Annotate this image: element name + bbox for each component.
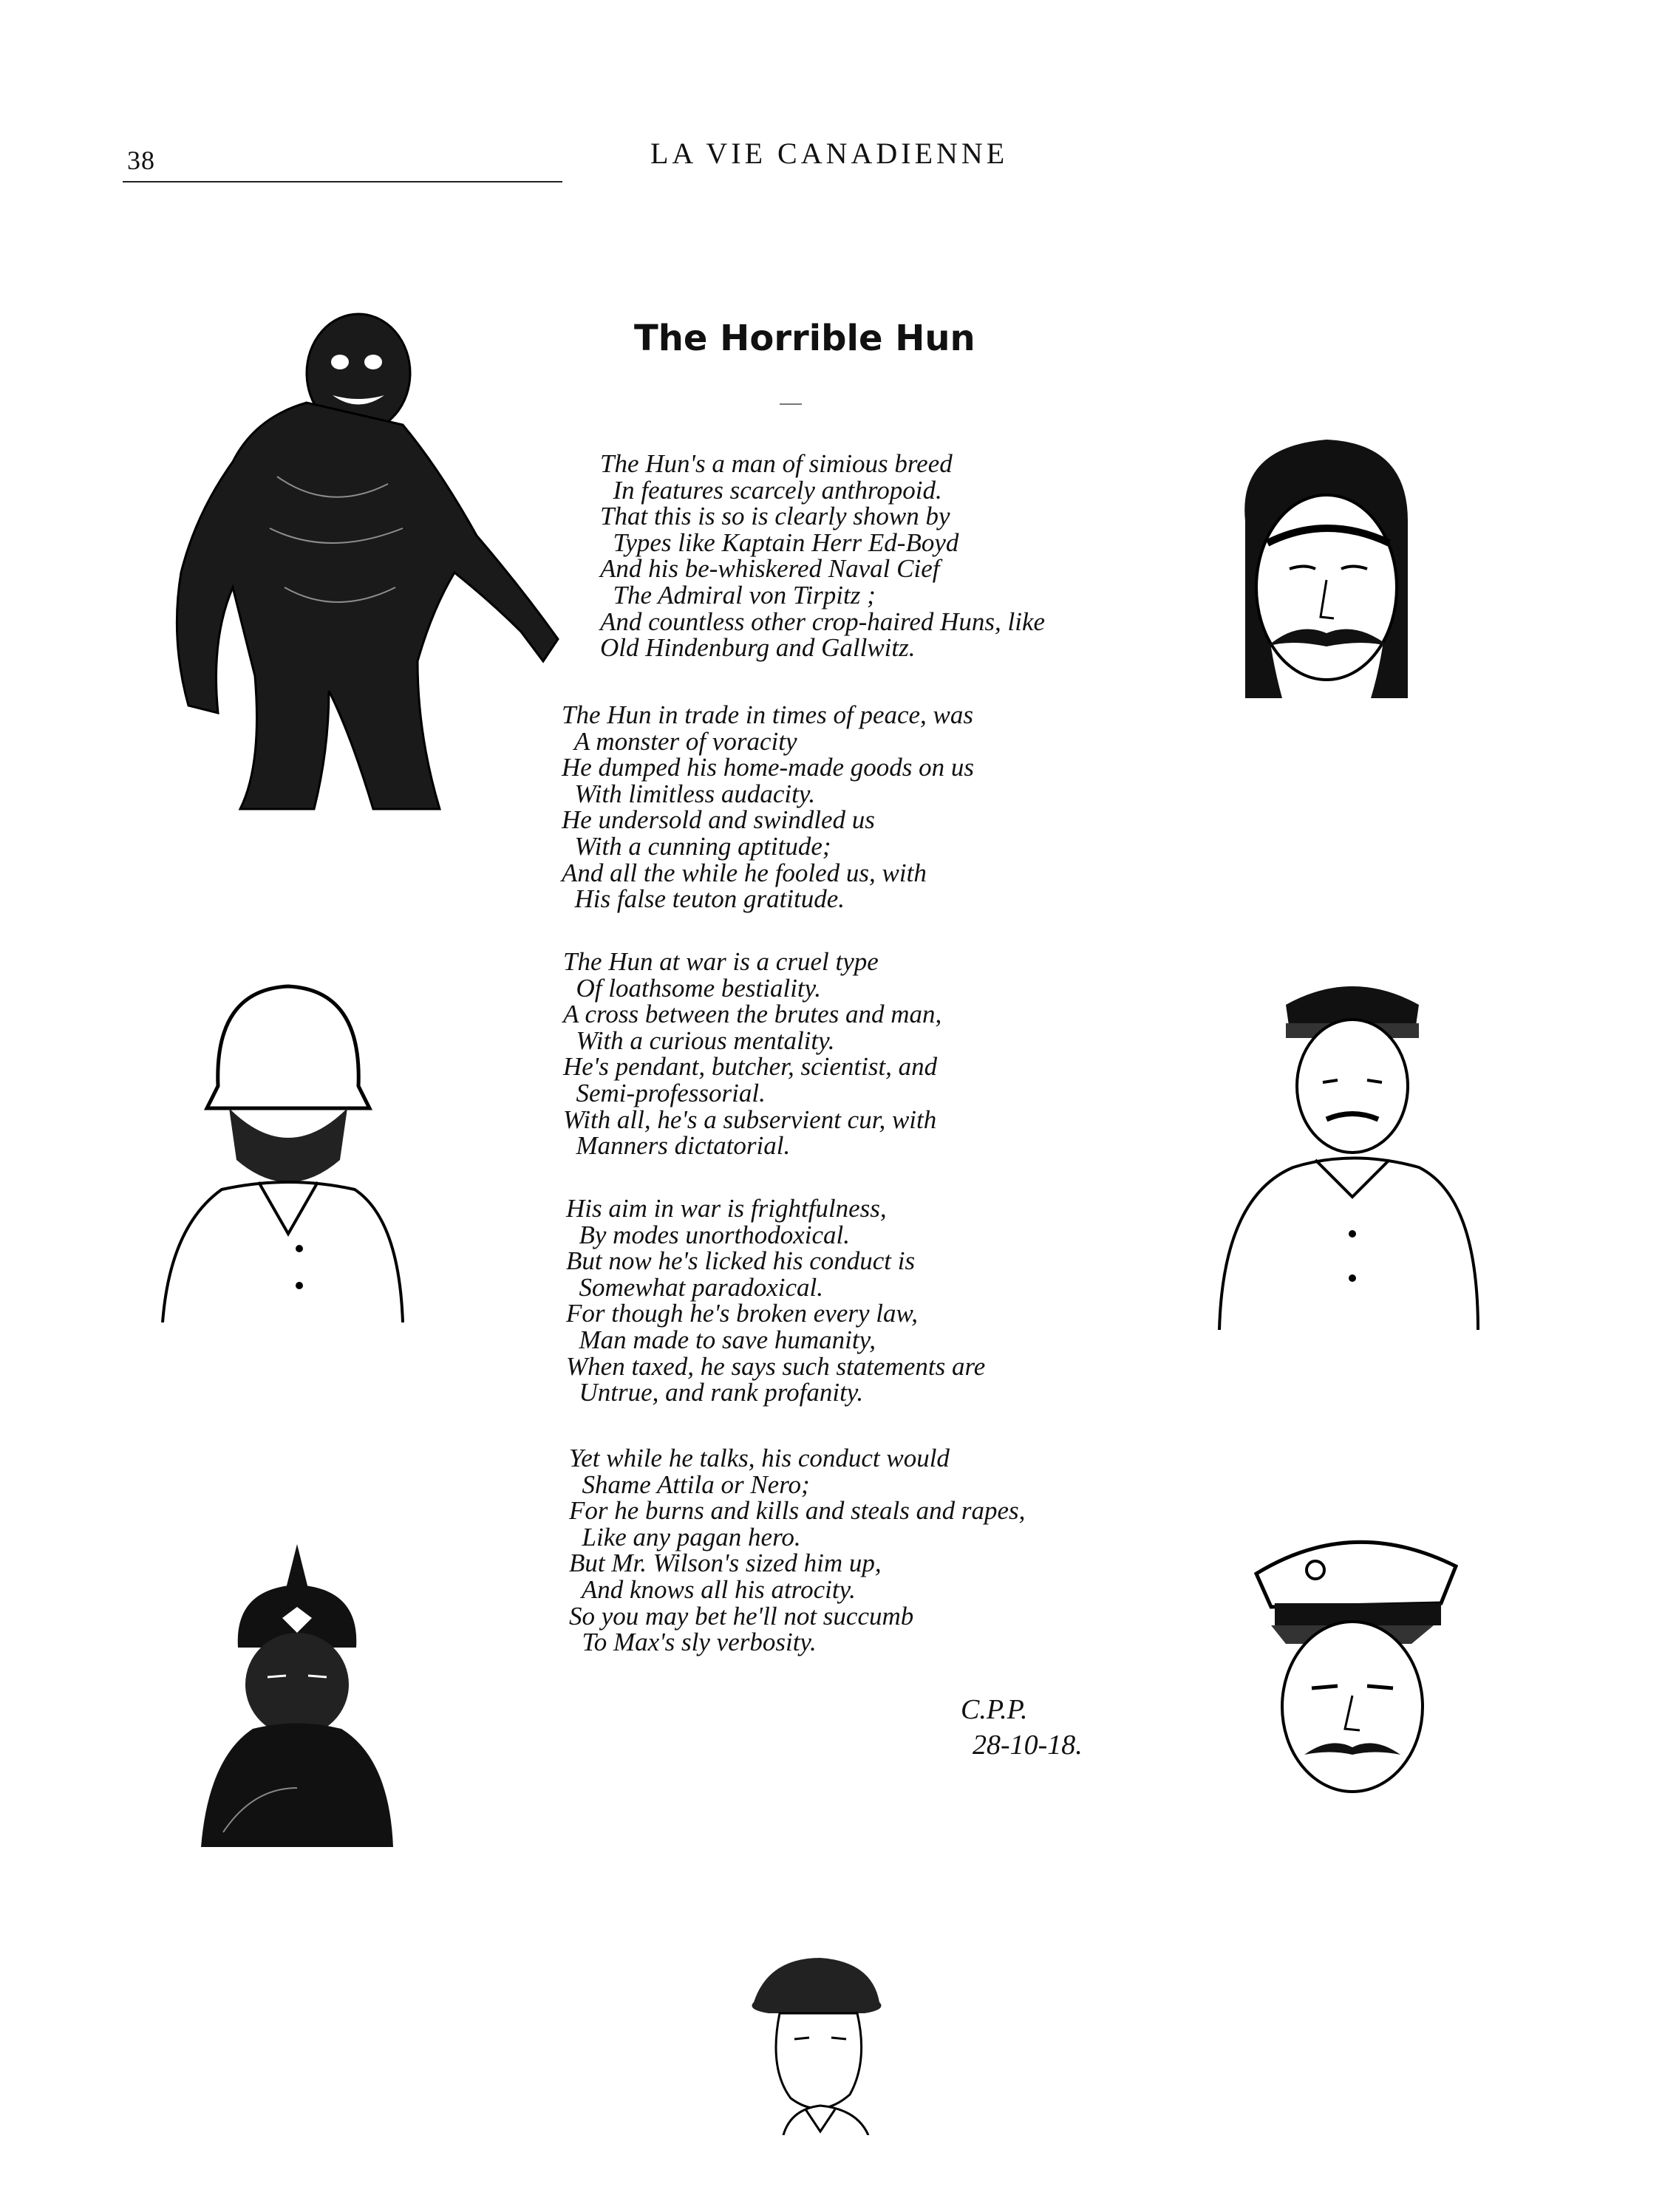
title-divider <box>780 403 802 405</box>
hatted-man-portrait <box>739 1950 894 2135</box>
mustached-man-portrait <box>1223 432 1423 702</box>
stanza-2: The Hun in trade in times of peace, was A monster of voracity He dumped his home-made goods on us With limitless audacity. He undersold and swindled us With a cunning aptitude; And all the while he fooled us, with His false teuton gratitude. <box>562 700 974 914</box>
ape-illustration <box>107 292 595 820</box>
capped-soldier-illustration <box>1205 953 1493 1330</box>
header-rule <box>123 181 562 182</box>
stanza-1: The Hun's a man of simious breed In features scarcely anthropoid. That this is so is clearly shown by Types like Kaptain Herr Ed-Boyd And his be-whiskered Naval Cief The Admiral von Tirpitz ; And countless other crop-haired Huns, like Old Hindenburg and Gallwitz. <box>600 449 1046 663</box>
signature <box>961 1692 1083 1763</box>
spiked-helmet-soldier-illustration <box>194 1537 401 1847</box>
stanza-5: Yet while he talks, his conduct would Shame Attila or Nero; For he burns and kills and steals and rapes, Like any pagan hero. But Mr. Wilson's sized him up, And knows all his atrocity. So you may bet he'll not succumb To Max's sly verbosity. <box>569 1444 1026 1657</box>
poem-title: The Horrible Hun <box>634 318 975 359</box>
running-header: LA VIE CANADIENNE <box>650 137 1009 170</box>
helmeted-soldier-illustration <box>148 968 414 1322</box>
page-number: 38 <box>127 146 155 175</box>
signature-date: 28-10-18. <box>973 1730 1083 1761</box>
stanza-4: His aim in war is frightfulness, By modes unorthodoxical. But now he's licked his conduct is Somewhat paradoxical. For though he's broken every law, Man made to save humanity, When taxed, he says such statements are Untrue, and rank profanity. <box>566 1194 986 1407</box>
signature-initials: C.P.P. <box>961 1694 1028 1725</box>
stanza-3: The Hun at war is a cruel type Of loathsome bestiality. A cross between the brutes and man, With a curious mentality. He's pendant, butcher, scientist, and Semi-professorial. With all, he's a subservient cur, with Manners dictatorial. <box>563 947 942 1161</box>
officer-cap-portrait <box>1242 1522 1463 1810</box>
